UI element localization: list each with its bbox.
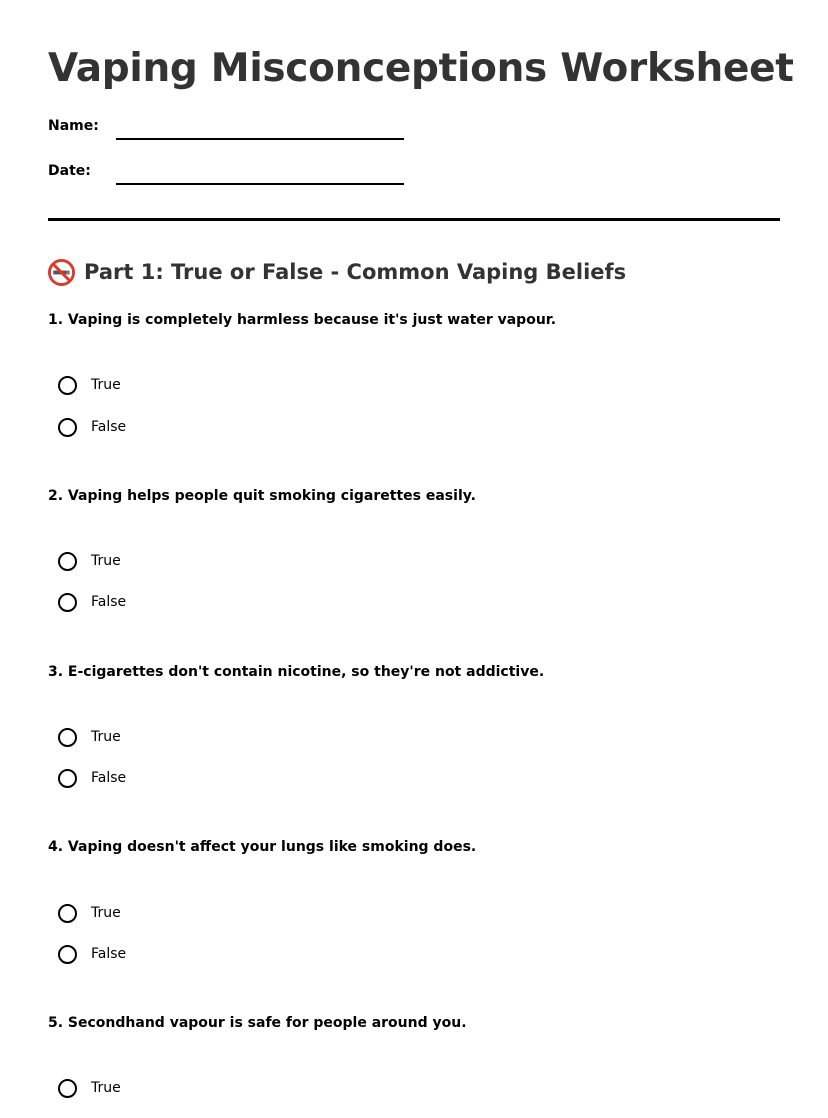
option-label: True: [91, 377, 121, 393]
no-smoking-icon: [48, 259, 75, 286]
question-text: 3. E-cigarettes don't contain nicotine, so they're not addictive.: [48, 664, 545, 680]
name-field-row: [48, 116, 408, 140]
question-text: 1. Vaping is completely harmless because it's just water vapour.: [48, 312, 557, 328]
q1-option-true[interactable]: [58, 373, 121, 397]
option-label: False: [91, 594, 127, 610]
name-label: Name:: [48, 118, 99, 134]
name-blank-line[interactable]: [116, 138, 404, 140]
header-divider: [48, 218, 780, 221]
radio-button[interactable]: [58, 593, 77, 612]
radio-button[interactable]: [58, 1079, 77, 1098]
date-label: Date:: [48, 163, 91, 179]
date-blank-line[interactable]: [116, 183, 404, 185]
q3-option-true[interactable]: [58, 725, 121, 749]
radio-button[interactable]: [58, 904, 77, 923]
radio-button[interactable]: [58, 728, 77, 747]
radio-button[interactable]: [58, 418, 77, 437]
radio-button[interactable]: [58, 945, 77, 964]
option-label: True: [91, 905, 121, 921]
radio-button[interactable]: [58, 552, 77, 571]
radio-button[interactable]: [58, 769, 77, 788]
option-label: False: [91, 770, 127, 786]
option-label: True: [91, 729, 121, 745]
option-label: False: [91, 419, 127, 435]
part1-heading: [48, 256, 626, 288]
option-label: False: [91, 946, 127, 962]
option-label: True: [91, 1080, 121, 1096]
q5-option-true[interactable]: [58, 1076, 121, 1100]
question-text: 5. Secondhand vapour is safe for people around you.: [48, 1015, 467, 1031]
q4-option-false[interactable]: [58, 942, 126, 966]
part1-heading-text: Part 1: True or False - Common Vaping Beliefs: [84, 260, 627, 284]
page-title: Vaping Misconceptions Worksheet: [48, 46, 794, 91]
option-label: True: [91, 553, 121, 569]
q3-option-false[interactable]: [58, 766, 126, 790]
question-text: 4. Vaping doesn't affect your lungs like smoking does.: [48, 839, 477, 855]
question-text: 2. Vaping helps people quit smoking cigarettes easily.: [48, 488, 476, 504]
q2-option-true[interactable]: [58, 549, 121, 573]
q1-option-false[interactable]: [58, 415, 126, 439]
q2-option-false[interactable]: [58, 590, 126, 614]
date-field-row: [48, 161, 408, 185]
radio-button[interactable]: [58, 376, 77, 395]
q4-option-true[interactable]: [58, 901, 121, 925]
